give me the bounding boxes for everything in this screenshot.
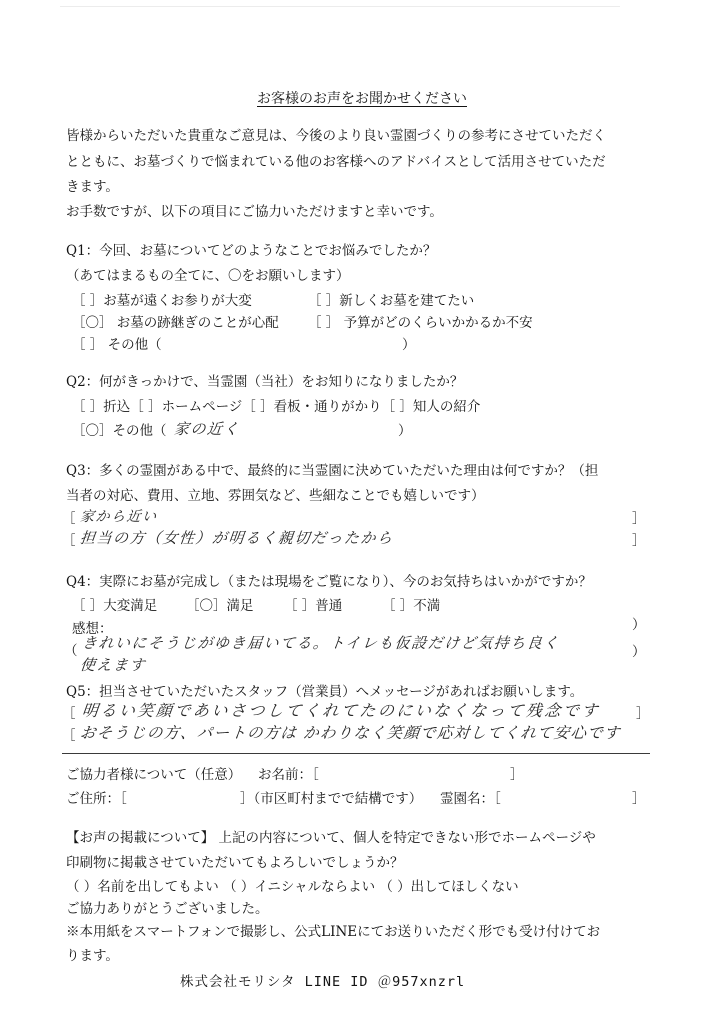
q3-bracket-open-2: ［ [62, 533, 76, 549]
line-note-2: ります。 [66, 948, 119, 964]
q1-option-budget[interactable]: ［ ］ 予算がどのくらいかかるか不安 [308, 315, 533, 331]
q4-option-satisfied[interactable]: ［〇］満足 [186, 598, 254, 614]
intro-line-3: きます。 [66, 179, 119, 195]
q5-bracket-open-1: ［ [62, 706, 76, 722]
cemetery-field[interactable] [520, 788, 630, 808]
q4-handwritten-answer-2: 使えます [79, 656, 148, 674]
q4-option-normal[interactable]: ［ ］普通 [284, 598, 343, 614]
name-label: お名前：［ [258, 767, 319, 783]
name-field[interactable] [340, 764, 506, 784]
q5-question: Q5：担当させていただいたスタッフ（営業員）へメッセージがあればお願いします。 [66, 684, 584, 700]
publication-line-2: 印刷物に掲載させていただいてもよろしいでしょうか？ [66, 855, 404, 871]
q5-handwritten-answer-2: おそうじの方、パートの方は かわりなく笑顔で応対してくれて安心です [79, 724, 622, 742]
q3-handwritten-answer-2: 担当の方（女性）が明るく親切だったから [79, 529, 395, 547]
publication-line-1: 【お声の掲載について】 上記の内容について、個人を特定できない形でホームページや [66, 830, 596, 846]
q4-impression-label: 感想： [72, 621, 113, 637]
q2-option-other[interactable]: ［〇］その他（ [72, 423, 167, 439]
q4-paren-close-1: ） [632, 617, 646, 633]
name-close: ］ [510, 767, 524, 783]
intro-line-2: とともに、お墓づくりで悩まれている他のお客様へのアドバイスとして活用させていただ [66, 154, 606, 170]
q5-handwritten-answer-1: 明るい笑顔であいさつしてくれてたのにいなくなって残念です [81, 701, 602, 720]
contact-label: ご協力者様について（任意） [66, 767, 242, 783]
line-note-1: ※本用紙をスマートフォンで撮影し、公式LINEにてお送りいただく形でも受け付けてお [66, 924, 601, 940]
address-field[interactable] [144, 788, 240, 808]
q4-question: Q4：実際にお墓が完成し（または現場をご覧になり）、今のお気持ちはいかがですか？ [66, 574, 592, 590]
q1-option-other-close: ） [402, 337, 416, 353]
thanks-text: ご協力ありがとうございました。 [66, 901, 269, 917]
q3-bracket-close-1: ］ [632, 511, 646, 527]
q4-paren-open: （ [64, 643, 78, 659]
address-label: ご住所：［ [66, 791, 127, 807]
company-line-id: 株式会社モリシタ LINE ID ＠957xnzrl [180, 974, 466, 990]
address-close: ］（市区町村までで結構です） [240, 791, 423, 807]
q4-paren-close-2: ） [632, 644, 646, 660]
q1-option-far-away[interactable]: ［ ］お墓が遠くお参りが大変 [72, 293, 252, 309]
q4-handwritten-answer-1: きれいにそうじがゆき届いてる。トイレも仮設だけど気持ち良く [81, 634, 561, 652]
q1-note: （あてはまるもの全てに、〇をお願いします） [66, 268, 350, 284]
intro-line-1: 皆様からいただいた貴重なご意見は、今後のより良い霊園づくりの参考にさせていただく [66, 128, 606, 144]
q3-bracket-close-2: ］ [632, 533, 646, 549]
section-divider [62, 753, 650, 754]
publication-options[interactable]: （ ）名前を出してもよい （ ）イニシャルならよい （ ）出してほしくない [66, 879, 519, 895]
q3-question-line-1: Q3：多くの霊園がある中で、最終的に当霊園に決めていただいた理由は何ですか？（担 [66, 463, 599, 479]
q2-handwritten-answer: 家の近く [173, 420, 242, 438]
scan-edge [60, 6, 620, 7]
q1-question: Q1：今回、お墓についてどのようなことでお悩みでしたか？ [66, 243, 437, 259]
q1-option-new-grave[interactable]: ［ ］新しくお墓を建てたい [308, 293, 475, 309]
q5-bracket-open-2: ［ [62, 728, 76, 744]
q3-bracket-open-1: ［ [62, 511, 76, 527]
q4-option-very-satisfied[interactable]: ［ ］大変満足 [72, 598, 158, 614]
q1-option-other[interactable]: ［ ］ その他（ [72, 337, 162, 353]
q3-handwritten-answer-1: 家から近い [79, 509, 159, 525]
page-title: お客様のお声をお聞かせください [257, 91, 467, 107]
cemetery-label: 霊園名：［ [440, 791, 501, 807]
q2-options[interactable]: ［ ］折込［ ］ホームページ［ ］看板・通りがかり［ ］知人の紹介 [72, 399, 481, 415]
q3-question-line-2: 当者の対応、費用、立地、雰囲気など、些細なことでも嬉しいです） [66, 488, 485, 504]
q2-option-other-close: ） [398, 423, 412, 439]
q4-option-dissatisfied[interactable]: ［ ］不満 [382, 598, 441, 614]
q2-question: Q2：何がきっかけで、当霊園（当社）をお知りになりましたか？ [66, 374, 464, 390]
q1-option-successor[interactable]: ［〇］ お墓の跡継ぎのことが心配 [72, 315, 279, 331]
q5-bracket-close-1: ］ [636, 706, 650, 722]
intro-line-4: お手数ですが、以下の項目にご協力いただけますと幸いです。 [66, 204, 443, 220]
cemetery-close: ］ [632, 791, 646, 807]
